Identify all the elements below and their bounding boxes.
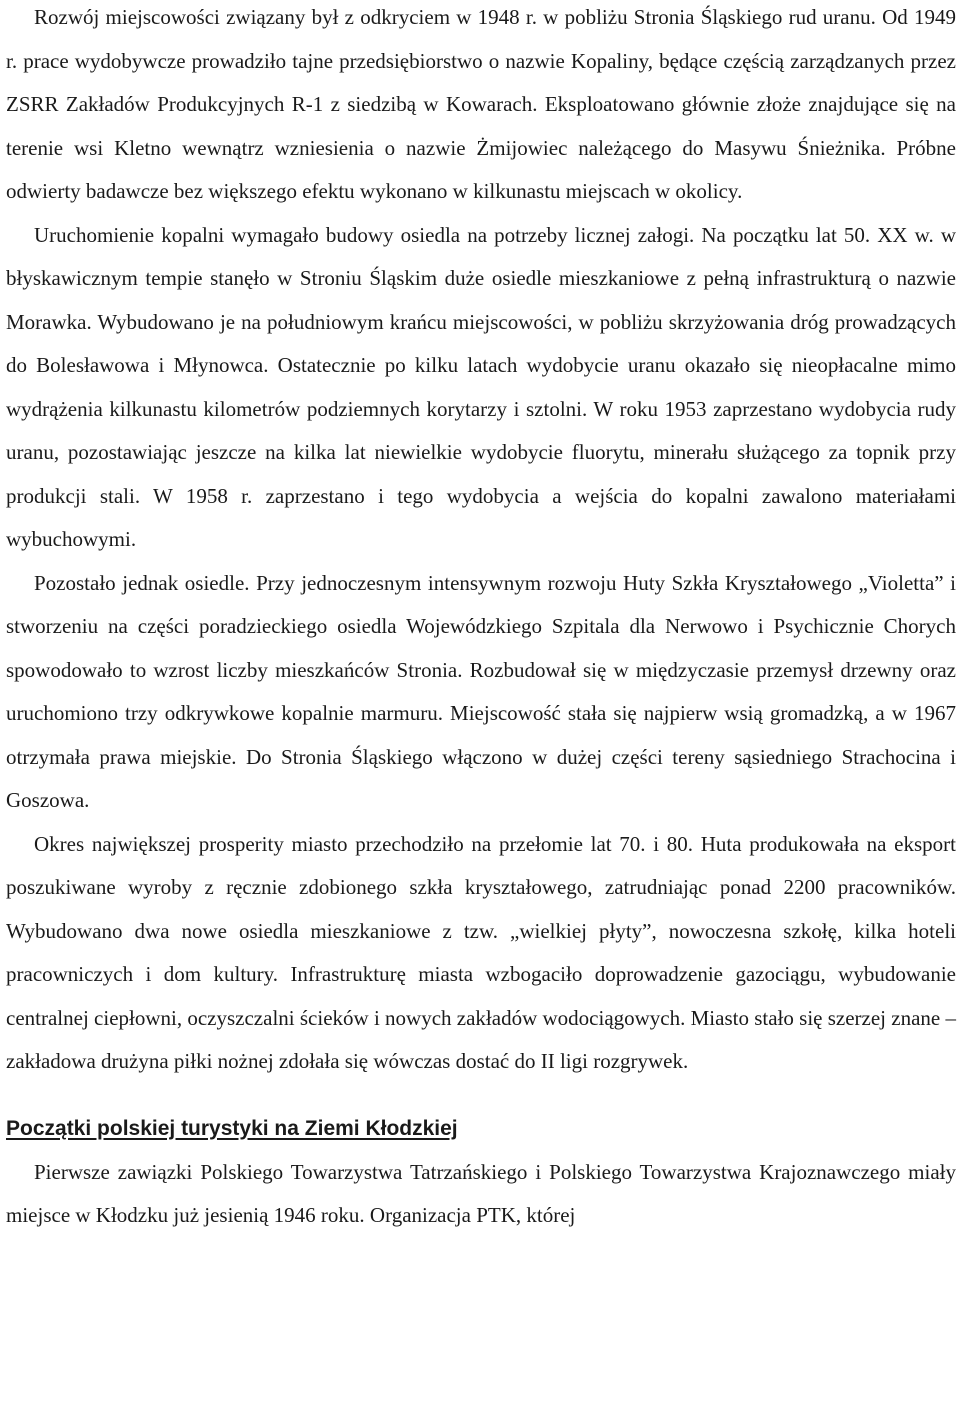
paragraph-tourism-beginnings: Pierwsze zawiązki Polskiego Towarzystwa Tatrzańskiego i Polskiego Towarzystwa Krajoznawczego miały miejsce w Kłodzku już jesienią 1946 roku. Organizacja PTK, której <box>6 1159 956 1227</box>
paragraph-prosperity-period: Okres największej prosperity miasto przechodziło na przełomie lat 70. i 80. Huta produkowała na eksport poszukiwane wyroby z ręcznie zdobionego szkła kryształowego, zatrudniając ponad 2200 pracowników. Wybudowano dwa nowe osiedla mieszkaniowe z tzw. „wielkiej płyty”, nowoczesna szkołę, kilka hoteli pracowniczych i dom kultury. Infrastrukturę miasta wzbogaciło doprowadzenie gazociągu, wybudowanie centralnej ciepłowni, oczyszczalni ścieków i nowych zakładów wodociągowych. Miasto stało się szerzej znane – zakładowa drużyna piłki nożnej zdołała się wówczas dostać do II ligi rozgrywek. <box>6 831 956 1073</box>
paragraph-morawka-settlement: Uruchomienie kopalni wymagało budowy osiedla na potrzeby licznej załogi. Na początku lat 50. XX w. w błyskawicznym tempie stanęło w Stroniu Śląskim duże osiedle mieszkaniowe z pełną infrastrukturą o nazwie Morawka. Wybudowano je na południowym krańcu miejscowości, w pobliżu skrzyżowania dróg prowadzących do Bolesławowa i Młynowca. Ostatecznie po kilku latach wydobycie uranu okazało się nieopłacalne mimo wydrążenia kilkunastu kilometrów podziemnych korytarzy i sztolni. W roku 1953 zaprzestano wydobycia rudy uranu, pozostawiając jeszcze na kilka lat niewielkie wydobycie fluorytu, minerału służącego za topnik przy produkcji stali. W 1958 r. zaprzestano i tego wydobycia a wejścia do kopalni zawalono materiałami wybuchowymi. <box>6 222 956 551</box>
section-heading: Początki polskiej turystyki na Ziemi Kłodzkiej <box>6 1116 458 1140</box>
paragraph-uranium-discovery: Rozwój miejscowości związany był z odkryciem w 1948 r. w pobliżu Stronia Śląskiego rud uranu. Od 1949 r. prace wydobywcze prowadziło tajne przedsiębiorstwo o nazwie Kopaliny, będące częścią zarządzanych przez ZSRR Zakładów Produkcyjnych R-1 z siedzibą w Kowarach. Eksploatowano głównie złoże znajdujące się na terenie wsi Kletno wewnątrz wzniesienia o nazwie Żmijowiec należącego do Masywu Śnieżnika. Próbne odwierty badawcze bez większego efektu wykonano w kilkunastu miejscach w okolicy. <box>6 5 956 203</box>
document-page <box>6 0 956 1238</box>
paragraph-town-growth: Pozostało jednak osiedle. Przy jednoczesnym intensywnym rozwoju Huty Szkła Kryształowego „Violetta” i stworzeniu na części poradzieckiego osiedla Wojewódzkiego Szpitala dla Nerwowo i Psychicznie Chorych spowodowało to wzrost liczby mieszkańców Stronia. Rozbudował się w międzyczasie przemysł drzewny oraz uruchomiono trzy odkrywkowe kopalnie marmuru. Miejscowość stała się najpierw wsią gromadzką, a w 1967 otrzymała prawa miejskie. Do Stronia Śląskiego włączono w dużej części tereny sąsiedniego Strachocina i Goszowa. <box>6 570 956 812</box>
